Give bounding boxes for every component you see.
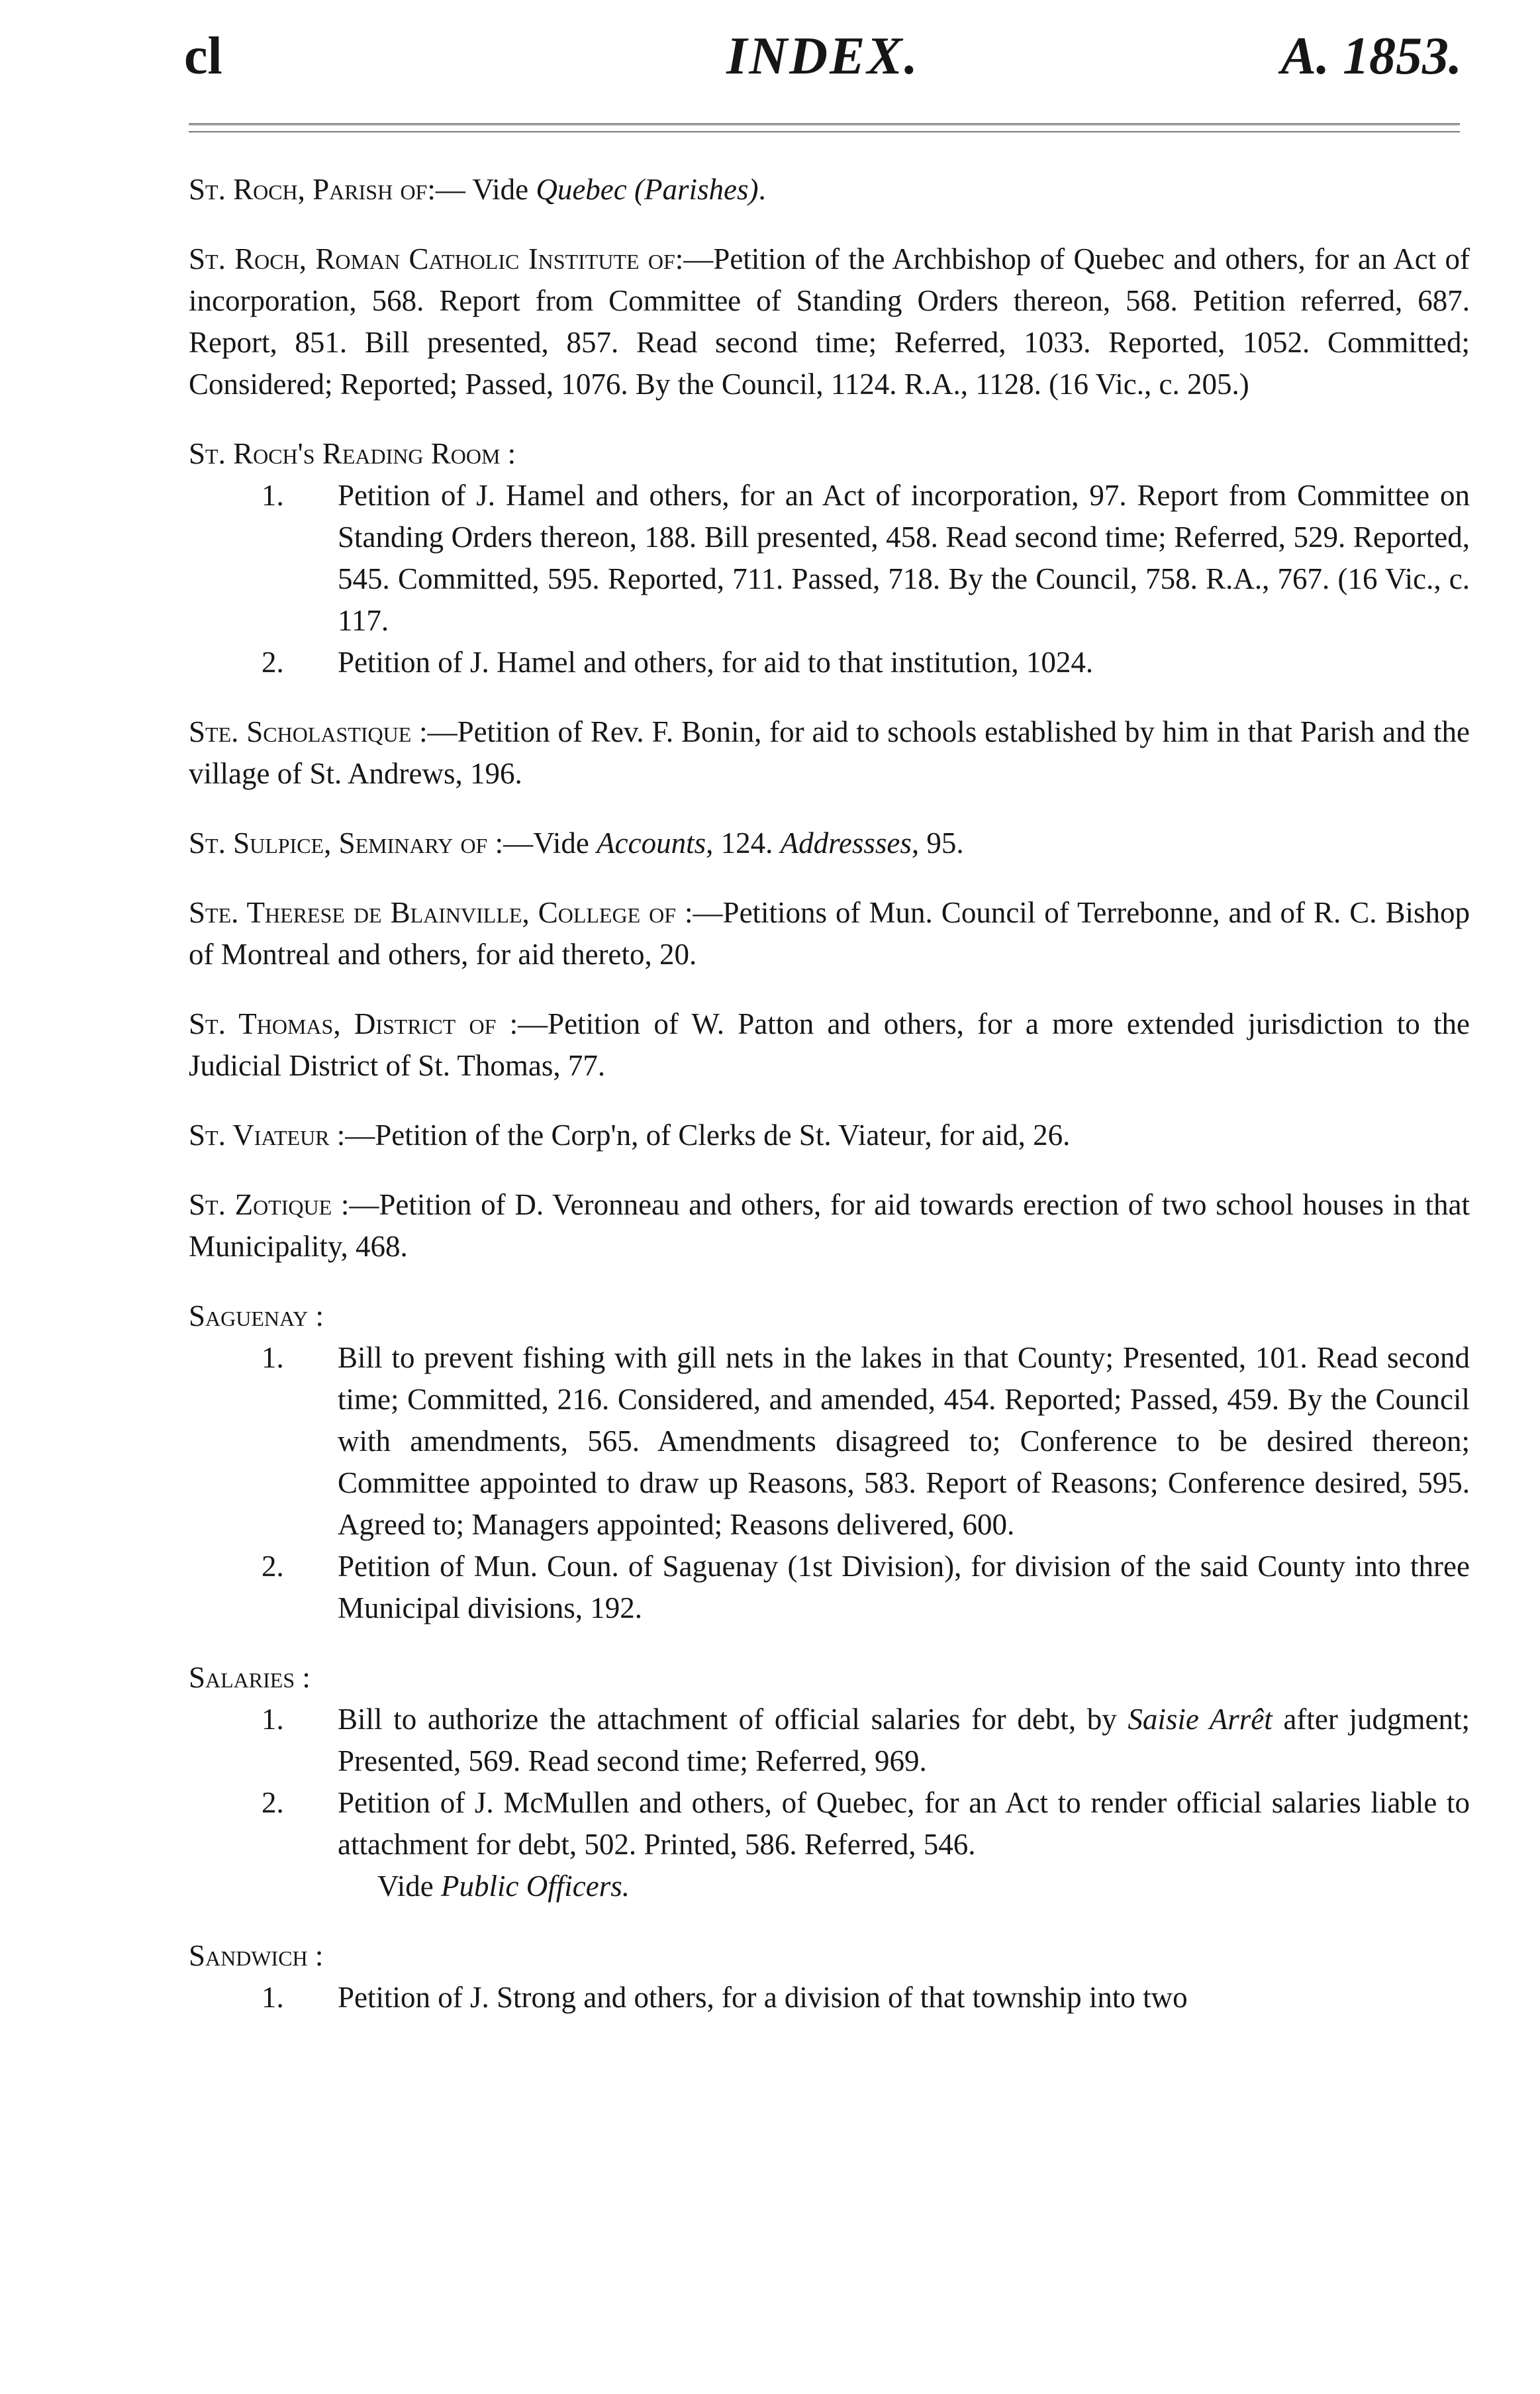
list-item (189, 475, 1470, 642)
index-entry-saguenay (189, 1295, 1470, 1629)
entry-heading: Saguenay (189, 1299, 309, 1332)
index-entry-st-sulpice (189, 823, 1470, 864)
header-rule (189, 123, 1460, 125)
list-item (189, 1546, 1470, 1629)
item-number: 1. (262, 1341, 284, 1374)
entry-text: : (295, 1661, 311, 1694)
index-entry-st-viateur (189, 1115, 1470, 1156)
list-item (189, 1699, 1470, 1782)
entry-italic-ref: Accounts (597, 826, 706, 860)
header-rule-secondary (189, 131, 1460, 132)
entry-text: : (307, 1939, 324, 1972)
entry-heading: St. Roch, Roman Catholic Institute of (189, 242, 675, 275)
item-text: Petition of J. Hamel and others, for aid to that institution, 1024. (338, 646, 1094, 679)
entry-items (189, 1977, 1470, 2019)
index-entry-ste-scholastique (189, 711, 1470, 795)
entry-heading: Sandwich (189, 1939, 308, 1972)
entry-text: :—Petitions of Mun. Council of Terrebonne, and of R. C. Bishop of Montreal and others, for aid thereto, 20. (189, 896, 1470, 971)
item-text: Bill to prevent fishing with gill nets in the lakes in that County; Presented, 101. Read second time; Committed, 216. Considered, and amended, 454. Reported; Passed, 459. By the Council with amendments, 565. Amendments disagreed to; Conference to be desired thereon; Committee appointed to draw up Reasons, 583. Report of Reasons; Conference desired, 595. Agreed to; Managers appointed; Reasons delivered, 600. (338, 1341, 1470, 1541)
index-entry-st-roch-parish (189, 169, 1470, 211)
entry-heading: St. Roch's Reading Room (189, 437, 501, 470)
entry-heading: St. Roch, Parish of (189, 173, 428, 206)
index-entry-st-zotique (189, 1184, 1470, 1268)
entry-heading: St. Zotique (189, 1188, 332, 1221)
entry-items (189, 475, 1470, 683)
index-entry-st-rochs-reading-room (189, 433, 1470, 683)
item-number: 2. (262, 646, 284, 679)
index-entry-st-thomas (189, 1003, 1470, 1087)
list-item (189, 1782, 1470, 1866)
list-item (189, 1337, 1470, 1546)
entry-heading: Salaries (189, 1661, 295, 1694)
page-title: INDEX. (726, 27, 920, 85)
item-text: Petition of Mun. Coun. of Saguenay (1st Division), for division of the said County into three Municipal divisions, 192. (338, 1550, 1470, 1624)
entry-text: : (308, 1299, 324, 1332)
entry-items (189, 1699, 1470, 1866)
entry-tail: , 95. (911, 826, 964, 860)
entry-text: :—Petition of the Archbishop of Quebec and others, for an Act of incorporation, 568. Report from Committee of Standing Orders thereon, 568. Petition referred, 687. Report, 851. Bill presented, 857. Read second time; Referred, 1033. Reported, 1052. Committed; Considered; Reported; Passed, 1076. By the Council, 1124. R.A., 1128. (16 Vic., c. 205.) (189, 242, 1470, 401)
index-entry-st-roch-institute (189, 238, 1470, 405)
item-number: 1. (262, 479, 284, 512)
index-entry-sandwich (189, 1935, 1470, 2019)
vide-text: Vide (377, 1870, 442, 1903)
item-number: 2. (262, 1786, 284, 1819)
item-italic-ref: Saisie Arrêt (1128, 1703, 1273, 1736)
entry-italic-ref: Quebec (Parishes) (536, 173, 759, 206)
item-text: Petition of J. Strong and others, for a division of that township into two (338, 1981, 1188, 2014)
entry-items (189, 1337, 1470, 1629)
entry-tail: . (758, 173, 766, 206)
entry-heading: Ste. Scholastique (189, 715, 412, 748)
entry-text: :—Petition of the Corp'n, of Clerks de St. Viateur, for aid, 26. (329, 1119, 1071, 1152)
index-entry-salaries (189, 1657, 1470, 1907)
entry-mid: , 124. (706, 826, 781, 860)
item-text: Petition of J. Hamel and others, for an Act of incorporation, 97. Report from Committee on Standing Orders thereon, 188. Bill presented, 458. Read second time; Referred, 529. Reported, 545. Committed, 595. Reported, 711. Passed, 718. By the Council, 758. R.A., 767. (16 Vic., c. 117. (338, 479, 1470, 637)
page-folio: cl (184, 27, 222, 85)
vide-reference (189, 1866, 1470, 1907)
entry-text: :—Petition of D. Veronneau and others, for aid towards erection of two school houses in that Municipality, 468. (189, 1188, 1470, 1263)
index-entry-ste-therese (189, 892, 1470, 975)
page-year: A. 1853. (1280, 27, 1462, 85)
page-header (184, 26, 1462, 99)
entry-heading: St. Viateur (189, 1119, 330, 1152)
entry-text: : (500, 437, 516, 470)
list-item (189, 642, 1470, 683)
vide-italic-ref: Public Officers. (441, 1870, 630, 1903)
item-tail: after judgment; Presented, 569. Read second time; Referred, 969. (338, 1703, 1470, 1777)
entry-text: :—Vide (487, 826, 597, 860)
entry-italic-ref-2: Addressses (780, 826, 912, 860)
item-number: 2. (262, 1550, 284, 1583)
index-body (189, 169, 1470, 2046)
entry-heading: St. Sulpice, Seminary of (189, 826, 488, 860)
list-item (189, 1977, 1470, 2019)
entry-text: :—Petition of W. Patton and others, for a more extended jurisdiction to the Judicial District of St. Thomas, 77. (189, 1007, 1470, 1082)
item-text: Bill to authorize the attachment of official salaries for debt, by (338, 1703, 1128, 1736)
item-number: 1. (262, 1703, 284, 1736)
entry-text: :— Vide (427, 173, 536, 206)
item-number: 1. (262, 1981, 284, 2014)
item-text: Petition of J. McMullen and others, of Quebec, for an Act to render official salaries liable to attachment for debt, 502. Printed, 586. Referred, 546. (338, 1786, 1470, 1861)
entry-heading: Ste. Therese de Blainville, College of (189, 896, 677, 929)
entry-heading: St. Thomas, District of (189, 1007, 497, 1040)
entry-text: :—Petition of Rev. F. Bonin, for aid to schools established by him in that Parish and the village of St. Andrews, 196. (189, 715, 1470, 790)
